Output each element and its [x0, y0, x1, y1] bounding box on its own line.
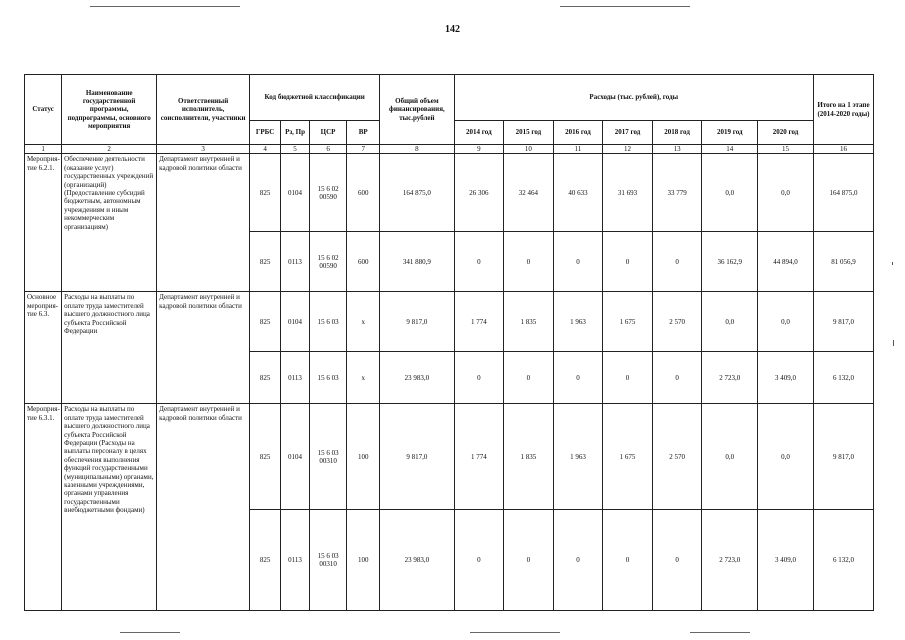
csr-cell: 15 6 03	[309, 292, 346, 352]
year-cell: 44 894,0	[758, 232, 814, 292]
name-cell: Расходы на выплаты по оплате труда заместителей высшего должностного лица субъекта Российской Федерации	[62, 292, 157, 404]
status-cell: Мероприя-тие 6.3.1.	[25, 404, 62, 611]
stage-total-cell: 9 817,0	[813, 292, 873, 352]
scan-edge-right	[892, 262, 893, 265]
header-total-financing: Общий объем финансирования, тыс.рублей	[380, 75, 454, 145]
header-grbs: ГРБС	[250, 121, 281, 145]
header-year: 2018 год	[652, 121, 702, 145]
grbs-cell: 825	[250, 232, 281, 292]
year-cell: 0	[652, 510, 702, 611]
budget-table	[24, 74, 874, 611]
year-cell: 0	[504, 510, 554, 611]
total-cell: 23 983,0	[380, 510, 454, 611]
year-cell: 2 570	[652, 292, 702, 352]
stage-total-cell: 6 132,0	[813, 510, 873, 611]
column-number: 3	[157, 145, 250, 154]
total-cell: 164 875,0	[380, 154, 454, 232]
year-cell: 0	[504, 352, 554, 404]
scan-edge-right	[893, 340, 894, 346]
executor-cell: Департамент внутренней и кадровой политики области	[157, 292, 250, 404]
column-number: 6	[309, 145, 346, 154]
year-cell: 1 835	[504, 292, 554, 352]
header-year: 2019 год	[702, 121, 758, 145]
year-cell: 0,0	[758, 404, 814, 510]
header-year: 2020 год	[758, 121, 814, 145]
grbs-cell: 825	[250, 404, 281, 510]
header-rzpr: Рз, Пр	[281, 121, 310, 145]
column-number: 16	[813, 145, 873, 154]
column-number: 1	[25, 145, 62, 154]
rzpr-cell: 0113	[281, 352, 310, 404]
column-number: 14	[702, 145, 758, 154]
scan-edge-bottom	[120, 632, 180, 633]
status-cell: Мероприя-тие 6.2.1.	[25, 154, 62, 292]
table-row	[25, 404, 874, 510]
status-cell: Основное мероприя-тие 6.3.	[25, 292, 62, 404]
header-year: 2017 год	[603, 121, 653, 145]
column-number-row	[25, 145, 874, 154]
csr-cell: 15 6 03	[309, 352, 346, 404]
header-vr: ВР	[347, 121, 380, 145]
column-number: 4	[250, 145, 281, 154]
header-budget-code: Код бюджетной классификации	[250, 75, 380, 121]
year-cell: 33 779	[652, 154, 702, 232]
column-number: 5	[281, 145, 310, 154]
year-cell: 40 633	[553, 154, 603, 232]
column-number: 7	[347, 145, 380, 154]
year-cell: 2 723,0	[702, 352, 758, 404]
year-cell: 1 774	[454, 292, 504, 352]
stage-total-cell: 9 817,0	[813, 404, 873, 510]
header-name: Наименование государственной программы, подпрограммы, основного мероприятия	[62, 75, 157, 145]
year-cell: 1 774	[454, 404, 504, 510]
scan-edge-top	[90, 6, 240, 7]
year-cell: 0	[553, 352, 603, 404]
vr-cell: 100	[347, 510, 380, 611]
year-cell: 0,0	[758, 154, 814, 232]
vr-cell: 600	[347, 232, 380, 292]
rzpr-cell: 0104	[281, 292, 310, 352]
year-cell: 32 464	[504, 154, 554, 232]
executor-cell: Департамент внутренней и кадровой политики области	[157, 404, 250, 611]
year-cell: 0	[454, 232, 504, 292]
year-cell: 0	[652, 352, 702, 404]
year-cell: 1 835	[504, 404, 554, 510]
year-cell: 0,0	[702, 292, 758, 352]
year-cell: 2 570	[652, 404, 702, 510]
year-cell: 0	[454, 510, 504, 611]
column-number: 9	[454, 145, 504, 154]
year-cell: 0	[652, 232, 702, 292]
year-cell: 3 409,0	[758, 510, 814, 611]
table-row	[25, 292, 874, 352]
total-cell: 9 817,0	[380, 404, 454, 510]
header-csr: ЦСР	[309, 121, 346, 145]
year-cell: 26 306	[454, 154, 504, 232]
scan-edge-top	[560, 6, 690, 7]
year-cell: 2 723,0	[702, 510, 758, 611]
csr-cell: 15 6 02 00590	[309, 154, 346, 232]
year-cell: 1 675	[603, 404, 653, 510]
year-cell: 0	[553, 232, 603, 292]
year-cell: 31 693	[603, 154, 653, 232]
year-cell: 0	[553, 510, 603, 611]
vr-cell: х	[347, 292, 380, 352]
year-cell: 0	[603, 352, 653, 404]
page-number: 142	[445, 24, 460, 35]
rzpr-cell: 0113	[281, 232, 310, 292]
year-cell: 1 963	[553, 404, 603, 510]
rzpr-cell: 0104	[281, 154, 310, 232]
name-cell: Расходы на выплаты по оплате труда заместителей высшего должностного лица субъекта Российской Федерации (Расходы на выплаты персоналу в целях обеспечения выполнения функций государственными (муниципальными) органами, казенными учреждениями, органами управления государственными внебюджетными фондами)	[62, 404, 157, 611]
year-cell: 0,0	[702, 404, 758, 510]
column-number: 2	[62, 145, 157, 154]
header-row	[25, 75, 874, 121]
header-year: 2014 год	[454, 121, 504, 145]
column-number: 12	[603, 145, 653, 154]
total-cell: 23 983,0	[380, 352, 454, 404]
year-cell: 1 675	[603, 292, 653, 352]
column-number: 10	[504, 145, 554, 154]
total-cell: 9 817,0	[380, 292, 454, 352]
vr-cell: 100	[347, 404, 380, 510]
rzpr-cell: 0104	[281, 404, 310, 510]
table-row	[25, 154, 874, 232]
stage-total-cell: 6 132,0	[813, 352, 873, 404]
year-cell: 0	[603, 510, 653, 611]
year-cell: 1 963	[553, 292, 603, 352]
grbs-cell: 825	[250, 510, 281, 611]
year-cell: 36 162,9	[702, 232, 758, 292]
rzpr-cell: 0113	[281, 510, 310, 611]
year-cell: 0	[504, 232, 554, 292]
year-cell: 0	[603, 232, 653, 292]
column-number: 15	[758, 145, 814, 154]
grbs-cell: 825	[250, 352, 281, 404]
name-cell: Обеспечение деятельности (оказание услуг) государственных учреждений (организаций) (Предоставление субсидий бюджетным, автономным учреждениям и иным некоммерческим организациям)	[62, 154, 157, 292]
executor-cell: Департамент внутренней и кадровой политики области	[157, 154, 250, 292]
column-number: 8	[380, 145, 454, 154]
year-cell: 0,0	[702, 154, 758, 232]
csr-cell: 15 6 03 00310	[309, 404, 346, 510]
year-cell: 3 409,0	[758, 352, 814, 404]
column-number: 13	[652, 145, 702, 154]
header-year: 2016 год	[553, 121, 603, 145]
header-expenses: Расходы (тыс. рублей), годы	[454, 75, 813, 121]
header-stage-total: Итого на 1 этапе (2014-2020 годы)	[813, 75, 873, 145]
scan-edge-bottom	[690, 632, 750, 633]
grbs-cell: 825	[250, 154, 281, 232]
grbs-cell: 825	[250, 292, 281, 352]
stage-total-cell: 164 875,0	[813, 154, 873, 232]
header-status: Статус	[25, 75, 62, 145]
total-cell: 341 880,9	[380, 232, 454, 292]
vr-cell: 600	[347, 154, 380, 232]
column-number: 11	[553, 145, 603, 154]
header-executor: Ответственный исполнитель, соисполнители, участники	[157, 75, 250, 145]
header-year: 2015 год	[504, 121, 554, 145]
csr-cell: 15 6 03 00310	[309, 510, 346, 611]
year-cell: 0,0	[758, 292, 814, 352]
stage-total-cell: 81 056,9	[813, 232, 873, 292]
csr-cell: 15 6 02 00590	[309, 232, 346, 292]
scan-edge-bottom	[470, 632, 560, 633]
year-cell: 0	[454, 352, 504, 404]
vr-cell: х	[347, 352, 380, 404]
